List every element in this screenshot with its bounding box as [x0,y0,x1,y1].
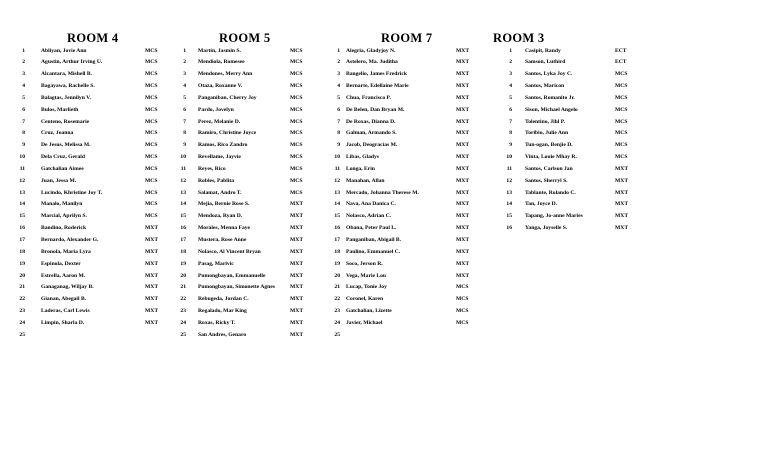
row-number: 4 [509,83,512,90]
program-code: MXT [456,94,470,101]
program-code: MXT [290,201,304,208]
row-number: 8 [22,130,25,137]
student-name: Casipit, Randy [525,47,561,54]
student-name: Estrella, Aaron M. [41,272,86,279]
row-number: 19 [334,260,340,267]
row-number: 21 [19,284,25,291]
row-number: 8 [337,130,340,137]
row-number: 2 [509,59,512,66]
program-code: MXT [456,213,470,220]
row-number: 2 [22,59,25,66]
row-number: 15 [19,213,25,220]
program-code: ECT [615,59,627,66]
program-code: MCS [290,106,303,113]
student-name: Coronel, Karen [346,296,384,303]
student-name: Yanga, Joyselle S. [525,225,568,232]
row-number: 17 [180,237,186,243]
room-title: ROOM 4 [67,31,119,45]
row-number: 2 [337,59,340,66]
row-number: 17 [334,237,340,243]
student-name: Mendoza, Ryan D. [198,213,243,220]
row-number: 9 [337,142,340,149]
row-number: 16 [180,225,186,232]
program-code: MXT [290,260,304,267]
program-code: MCS [145,59,158,66]
row-number: 14 [19,201,25,208]
student-name: Robles, Pablita [198,177,235,184]
program-code: MXT [290,284,304,291]
student-name: Javier, Michael [346,319,383,326]
row-number: 6 [183,106,186,113]
student-name: Soco, Jerson R. [346,260,383,267]
student-name: Reyes, Rico [198,165,226,172]
row-number: 5 [509,94,512,101]
program-code: MXT [456,248,470,255]
student-name: Marcial, Aprilyn S. [41,213,87,220]
student-name: De Belen, Dan Bryan M. [346,106,405,113]
program-code: MCS [290,189,303,196]
student-name: Alegria, Gladyjoy N. [346,47,396,54]
program-code: MCS [290,118,303,125]
student-name: Laderas, Carl Lewis [41,308,90,315]
program-code: MXT [290,296,304,303]
program-code: MCS [290,154,303,161]
program-code: MXT [456,165,470,172]
program-code: MCS [456,319,469,326]
student-name: Centeno, Rosemarie [41,118,90,125]
program-code: MXT [290,213,304,220]
row-number: 18 [334,248,340,255]
student-name: Samson, Luthird [525,59,566,66]
row-number: 25 [334,331,340,338]
student-name: Ramos, Rico Zandro [198,142,248,149]
student-name: Dela Cruz, Gerald [41,154,85,161]
program-code: MCS [615,94,628,101]
program-code: MXT [615,177,629,184]
row-number: 5 [22,94,25,101]
row-number: 22 [19,296,25,303]
row-number: 14 [334,201,340,208]
program-code: MCS [145,83,158,90]
room-title: ROOM 5 [219,31,271,45]
row-number: 11 [334,165,340,172]
program-code: MCS [145,94,158,101]
student-name: Nolasco, Adrian C. [346,213,392,220]
row-number: 3 [509,71,512,78]
program-code: MCS [145,130,158,137]
row-number: 13 [19,189,25,196]
row-number: 11 [180,165,186,172]
row-number: 15 [506,213,512,220]
program-code: MXT [615,201,629,208]
program-code: MXT [456,272,470,279]
row-number: 10 [506,154,512,161]
program-code: MXT [145,260,159,267]
program-code: MCS [615,118,628,125]
student-name: Bangelio, James Fredrick [346,71,407,78]
student-name: Otaza, Roxanne V. [198,83,243,90]
student-name: Toribio, Julie Ann [525,130,569,137]
student-name: Longa, Erin [346,165,375,172]
program-code: MXT [145,248,159,255]
row-number: 7 [337,118,340,125]
student-name: Tolentino, Jihl P. [525,118,565,125]
program-code: MXT [456,59,470,66]
program-code: MXT [456,177,470,184]
student-name: Tablante, Rolando C. [525,189,576,196]
student-name: Vinta, Louie Mhay R. [525,154,577,161]
student-name: Paulino, Emmanuel C. [346,248,401,255]
program-code: MCS [145,118,158,125]
row-number: 24 [334,319,340,326]
row-number: 21 [180,284,186,291]
program-code: MXT [456,225,470,232]
student-name: Gatchalian, Lizette [346,308,392,315]
row-number: 18 [19,248,25,255]
row-number: 19 [19,260,25,267]
program-code: ECT [615,47,627,54]
program-code: MCS [145,177,158,184]
program-code: MXT [615,189,629,196]
row-number: 12 [180,177,186,184]
program-code: MCS [290,59,303,66]
student-name: Regalado, Mar King [198,308,247,315]
student-name: Nava, Ana Danica C. [346,201,396,208]
program-code: MCS [145,213,158,220]
student-name: Ganaganag, Wiljay B. [41,284,94,291]
program-code: MXT [456,189,470,196]
row-number: 12 [334,177,340,184]
student-name: Tan, Joyce D. [525,201,558,208]
row-number: 23 [19,308,25,315]
student-name: Mustera, Rose Anne [198,237,247,243]
row-number: 22 [334,296,340,303]
program-code: MCS [145,142,158,149]
program-code: MCS [145,189,158,196]
row-number: 20 [334,272,340,279]
program-code: MXT [290,331,304,338]
student-name: Pasag, Marivic [198,260,234,267]
student-name: Roxas, Ricky T. [198,319,236,326]
student-name: Jacob, Deogracias M. [346,142,398,149]
program-code: MCS [145,106,158,113]
program-code: MCS [290,83,303,90]
program-code: MXT [615,225,629,232]
program-code: MXT [456,142,470,149]
program-code: MXT [456,71,470,78]
program-code: MXT [456,237,470,243]
row-number: 1 [337,47,340,54]
row-number: 6 [509,106,512,113]
student-name: Libas, Gladys [346,154,379,161]
student-name: Limpin, Sharla D. [41,319,85,326]
program-code: MXT [145,237,159,243]
row-number: 2 [183,59,186,66]
program-code: MCS [145,201,158,208]
student-name: Tapang, Jo-anne Maries [525,213,583,220]
row-number: 11 [506,165,512,172]
program-code: MXT [290,248,304,255]
student-name: Santos, Romanito Jr. [525,94,575,101]
row-number: 8 [183,130,186,137]
student-name: Bronola, Maria Lyra [41,248,91,255]
row-number: 21 [334,284,340,291]
row-number: 13 [334,189,340,196]
row-number: 12 [19,177,25,184]
program-code: MCS [615,130,628,137]
row-number: 20 [19,272,25,279]
student-name: Bandino, Roderick [41,225,87,232]
row-number: 3 [22,71,25,78]
row-number: 9 [22,142,25,149]
program-code: MXT [290,308,304,315]
program-code: MXT [145,308,159,315]
program-code: MXT [145,296,159,303]
program-code: MXT [615,213,629,220]
row-number: 7 [183,118,186,125]
row-number: 16 [19,225,25,232]
student-name: Nolasco, Al Vincent Bryan [198,248,261,255]
student-name: Santos, Carlson Jan [525,165,573,172]
program-code: MCS [615,142,628,149]
student-name: Gatchalian Aimee [41,165,84,172]
room-title: ROOM 7 [381,31,433,45]
student-name: Santos, Lyka Joy C. [525,71,573,78]
student-name: Juan, Jessa M. [41,177,77,184]
row-number: 23 [334,308,340,315]
program-code: MXT [456,106,470,113]
student-name: Chua, Francisco P. [346,94,391,101]
program-code: MXT [456,118,470,125]
row-number: 4 [22,83,25,90]
student-name: Bernardo, Alexander G. [41,237,99,243]
row-number: 6 [22,106,25,113]
program-code: MCS [290,142,303,149]
row-number: 23 [180,308,186,315]
program-code: MCS [290,94,303,101]
program-code: MCS [456,296,469,303]
student-name: Agustin, Arthur Irving U. [41,59,103,66]
program-code: MCS [615,154,628,161]
student-name: Pumongbayan, Emmanuelle [198,272,266,279]
row-number: 10 [180,154,186,161]
student-name: Salamat, Andro T. [198,189,242,196]
row-number: 16 [334,225,340,232]
program-code: MCS [145,154,158,161]
student-name: Ramiro, Christine Joyce [198,130,257,137]
program-code: MCS [615,71,628,78]
program-code: MXT [145,319,159,326]
program-code: MXT [290,272,304,279]
student-name: Mendones, Merry Ann [198,71,253,78]
student-name: Santos, Sherryl S. [525,177,568,184]
row-number: 13 [506,189,512,196]
row-number: 20 [180,272,186,279]
student-name: Bagayawa, Rachelle S. [41,83,95,90]
program-code: MCS [615,83,628,90]
student-name: Pumongbayan, Simonette Agnes [198,284,275,291]
student-name: Balagtas, Jennilyn V. [41,94,91,101]
row-number: 24 [19,319,25,326]
student-name: Alcantara, Mishell B. [41,71,92,78]
student-name: Gianan, Abegail B. [41,296,87,303]
student-name: Lucap, Tonie Joy [346,284,387,291]
row-number: 1 [183,47,186,54]
row-number: 15 [334,213,340,220]
program-code: MCS [456,284,469,291]
student-name: Pardo, Jovelyn [198,106,234,113]
row-number: 4 [337,83,340,90]
row-number: 3 [183,71,186,78]
row-number: 14 [180,201,186,208]
program-code: MCS [145,47,158,54]
student-name: Obana, Peter Paul L. [346,225,397,232]
room-title: ROOM 3 [493,31,545,45]
program-code: MXT [456,260,470,267]
program-code: MXT [615,165,629,172]
row-number: 6 [337,106,340,113]
row-number: 18 [180,248,186,255]
student-name: Tun-ogan, Benjie D. [525,142,573,149]
row-number: 10 [19,154,25,161]
program-code: MCS [145,71,158,78]
row-number: 25 [180,331,186,338]
program-code: MXT [290,319,304,326]
student-name: De Jesus, Melissa M. [41,142,91,149]
row-number: 3 [337,71,340,78]
student-name: Manalo, Manilyn [41,201,83,208]
student-name: Panganiban, Cherry Joy [198,94,257,101]
student-name: Morales, Menna Faye [198,225,251,232]
student-name: Mendiola, Romesee [198,59,245,66]
program-code: MXT [290,237,304,243]
student-name: De Roxas, Dianna D. [346,118,396,125]
program-code: MCS [290,177,303,184]
student-name: Perez, Melanie D. [198,118,241,125]
program-code: MCS [290,130,303,137]
program-code: MXT [145,284,159,291]
row-number: 14 [506,201,512,208]
program-code: MXT [290,225,304,232]
student-name: Abliyan, Jovie Ann [41,47,87,54]
row-number: 16 [506,225,512,232]
student-name: Galman, Armando S. [346,130,397,137]
row-number: 17 [19,237,25,243]
student-name: Mejia, Bernie Rose S. [198,201,250,208]
student-name: Lucindo, Khristine Joy T. [41,189,103,196]
student-name: Panganiban, Abigail B. [346,237,402,243]
student-name: Espinola, Dexter [41,260,81,267]
program-code: MCS [456,308,469,315]
program-code: MXT [456,83,470,90]
program-code: MXT [145,272,159,279]
student-name: Martin, Jasmin S. [198,47,241,54]
row-number: 13 [180,189,186,196]
row-number: 4 [183,83,186,90]
row-number: 24 [180,319,186,326]
student-name: Santos, Maricon [525,83,565,90]
student-name: Sison, Michael Angelo [525,106,578,113]
program-code: MCS [615,106,628,113]
row-number: 5 [337,94,340,101]
student-name: Vega, Marie Lou [346,272,387,279]
student-name: Rebugeda, Jordan C. [198,296,249,303]
row-number: 9 [183,142,186,149]
row-number: 9 [509,142,512,149]
row-number: 7 [22,118,25,125]
student-name: Manahan, Allan [346,177,385,184]
program-code: MXT [456,130,470,137]
student-name: San Andres, Genaro [198,331,247,338]
student-name: Bernarte, Edellaine Marie [346,83,409,90]
program-code: MCS [145,165,158,172]
row-number: 10 [334,154,340,161]
program-code: MCS [290,71,303,78]
program-code: MXT [456,47,470,54]
row-number: 22 [180,296,186,303]
row-number: 1 [22,47,25,54]
program-code: MXT [145,225,159,232]
student-name: Astelero, Ma. Juditha [346,59,398,66]
row-number: 5 [183,94,186,101]
student-name: Bulos, Marlieth [41,106,79,113]
row-number: 25 [19,331,25,338]
row-number: 8 [509,130,512,137]
row-number: 11 [19,165,25,172]
student-name: Mercado, Johanna Therese M. [346,189,419,196]
program-code: MCS [290,165,303,172]
row-number: 1 [509,47,512,54]
student-name: Revellame, Jayvie [198,154,241,161]
row-number: 15 [180,213,186,220]
student-name: Cruz, Joanna [41,130,74,137]
program-code: MXT [456,201,470,208]
program-code: MXT [456,154,470,161]
program-code: MCS [290,47,303,54]
row-number: 7 [509,118,512,125]
row-number: 12 [506,177,512,184]
row-number: 19 [180,260,186,267]
